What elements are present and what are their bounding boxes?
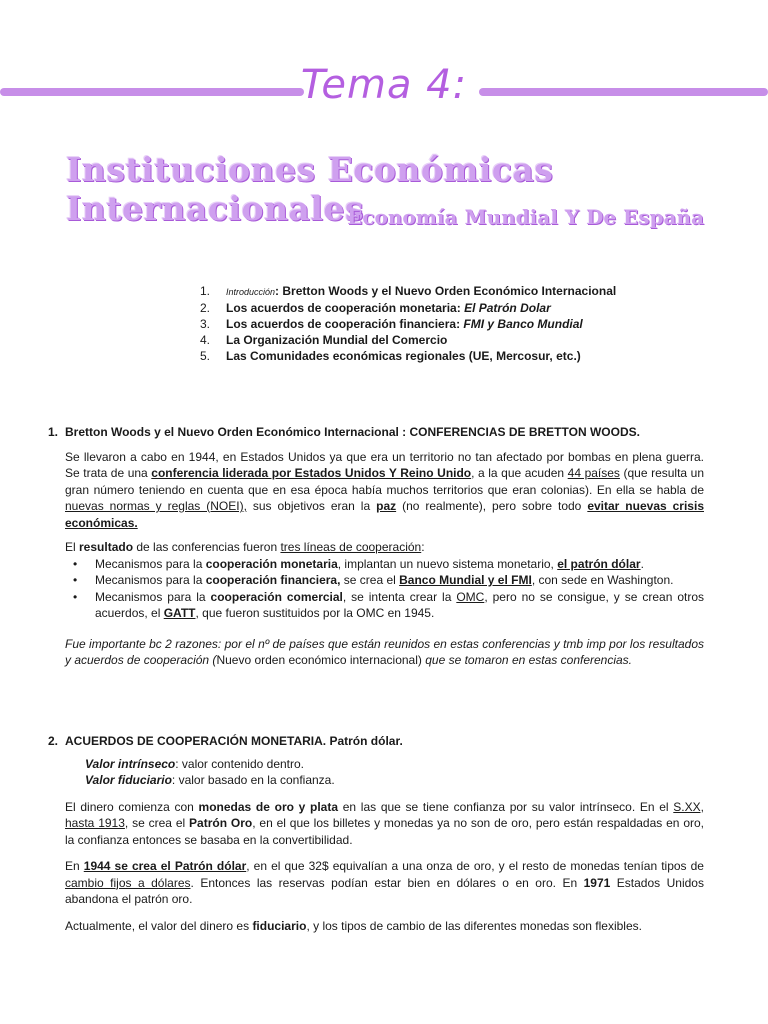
text-span: El [65,540,80,554]
definition [85,772,704,789]
text-span: Fue importante bc 2 razones: por el nº de países que están reunidos en estas conferencias y tmb imp por los resultados y acuerdos de cooperación ( [65,636,704,667]
text-span: La Organización Mundial del Comercio [226,333,448,347]
text-span: Mecanismos para la [95,556,206,571]
text-span: , y los tipos de cambio de las diferentes monedas son flexibles. [306,918,642,933]
text-span: Estados Unidos abandona el patrón oro. [65,875,704,906]
text-span: , a la que acuden [471,466,568,480]
section-heading [48,733,704,750]
text-span: se crea el [343,573,400,587]
text-span: 5. [200,349,211,363]
text-span: , que fueron sustituidos por la OMC en 1945. [195,606,435,620]
document-title: Instituciones Económicas Internacionales [66,150,554,228]
text-span: 1. [48,425,59,439]
text-span: El Patrón Dolar [464,301,551,315]
document-subtitle: Economía Mundial Y De España [347,205,704,229]
text-span: OMC [456,589,485,604]
text-span: , se crea el [124,816,190,830]
text-span: que se tomaron en estas conferencias. [421,653,633,667]
toc-item [200,348,616,364]
text-span: ACUERDOS DE COOPERACIÓN MONETARIA. Patrón dólar. [65,734,403,748]
text-span: el patrón dólar [557,556,641,571]
text-span: (que resulta un gran número teniendo en cuenta que en esa época había muchos territorios que eran colonias). En ella se habla de [65,466,704,497]
paragraph [65,449,704,532]
paragraph [65,918,704,935]
toc-item [200,283,616,300]
text-span: , en el que 32$ equivalían a una onza de oro, y el resto de monedas tenían tipos de [246,859,704,873]
text-span: • [73,556,78,571]
text-span: Bretton Woods y el Nuevo Orden Económico Internacional [282,284,617,298]
text-span: . Entonces las reservas podían estar bien en dólares o en oro. En [190,875,584,890]
text-span: Los acuerdos de cooperación monetaria: [226,301,465,315]
section-heading [48,424,704,441]
section-monetary-cooperation [48,733,704,934]
toc-item [200,300,616,316]
text-span: 3. [200,317,211,331]
text-span: paz [376,499,397,513]
text-span: nuevas normas y reglas (NOEI), [65,499,247,513]
topic-number: Tema 4: [300,62,468,108]
text-span: En [65,859,84,873]
text-span: El dinero comienza con [65,799,199,814]
paragraph [65,799,704,849]
text-span: 1971 [583,875,611,890]
text-span: Patrón Oro [189,816,253,830]
text-span: • [73,589,78,604]
text-span: , con sede en Washington. [531,573,674,587]
paragraph [65,858,704,908]
text-span: cooperación comercial [210,589,343,604]
text-span: . [640,556,644,571]
text-span: : [421,540,425,554]
text-span: Valor fiduciario [85,773,172,787]
text-span: Valor intrínseco [85,756,176,771]
text-span: Bretton Woods y el Nuevo Orden Económico Internacional : CONFERENCIAS DE BRETTON WOODS. [65,425,640,439]
text-span: monedas de oro y plata [198,799,339,814]
list-item [65,572,704,589]
text-span: 2. [48,734,59,748]
text-span: cooperación monetaria [205,556,338,571]
text-span: resultado [79,540,134,554]
text-span: en las que se tiene confianza por su valor intrínseco. En el [338,799,674,814]
text-span: fiduciario [252,918,307,933]
text-span: • [73,573,78,587]
text-span: Actualmente, el valor del dinero es [65,918,253,933]
text-span: S.XX, hasta 1913 [65,799,704,830]
text-span: cambio fijos a dólares [65,875,191,890]
text-span: 1. [200,284,211,298]
text-span: 1944 se crea el Patrón dólar [83,859,247,873]
toc-item [200,332,616,348]
text-span: GATT [163,606,196,620]
text-span: , se intenta crear la [342,589,457,604]
text-span: 4. [200,333,211,347]
text-span: cooperación financiera, [205,573,344,587]
definitions [85,756,704,789]
list-item [65,589,704,622]
text-span: 44 países [567,466,620,480]
text-span: , en el que los billetes y monedas ya no son de oro, pero están respaldadas en oro, la confianza entonces se basaba en la convertibilidad. [65,816,705,847]
text-span: Se llevaron a cabo en 1944, en Estados Unidos ya que era un territorio no tan afectado por bombas en plena guerra. Se trata de una [65,449,704,480]
bullet-list [65,556,704,622]
text-span: Las Comunidades económicas regionales (UE, Mercosur, etc.) [226,349,581,363]
text-span: Banco Mundial y el FMI [399,573,532,587]
text-span: : valor basado en la confianza. [171,773,335,787]
text-span: conferencia liderada por Estados Unidos Y Reino Unido [151,466,472,480]
paragraph [65,539,704,556]
toc-item [200,316,616,332]
section-bretton-woods [48,424,704,669]
text-span: (no realmente), pero sobre todo [396,499,588,513]
definition [85,756,704,773]
text-span: evitar nuevas crisis económicas. [65,499,704,530]
table-of-contents [200,283,616,364]
text-span: , implantan un nuevo sistema monetario, [337,556,558,571]
text-span: Nuevo orden económico internacional) [216,653,422,667]
text-span: , pero no se consigue, y se crean otros acuerdos, el [95,589,704,620]
text-span: Mecanismos para la [95,589,211,604]
text-span: 2. [200,301,211,315]
text-span: : valor contenido dentro. [175,756,304,771]
text-span: sus objetivos eran la [246,499,377,513]
note-paragraph [65,636,704,669]
text-span: Introducción [226,287,276,297]
text-span: FMI y Banco Mundial [463,317,583,331]
text-span: Mecanismos para la [95,573,206,587]
text-span: : [275,284,283,298]
text-span: Los acuerdos de cooperación financiera: [226,317,464,331]
text-span: tres líneas de cooperación [280,540,422,554]
list-item [65,556,704,573]
text-span: de las conferencias fueron [133,540,281,554]
